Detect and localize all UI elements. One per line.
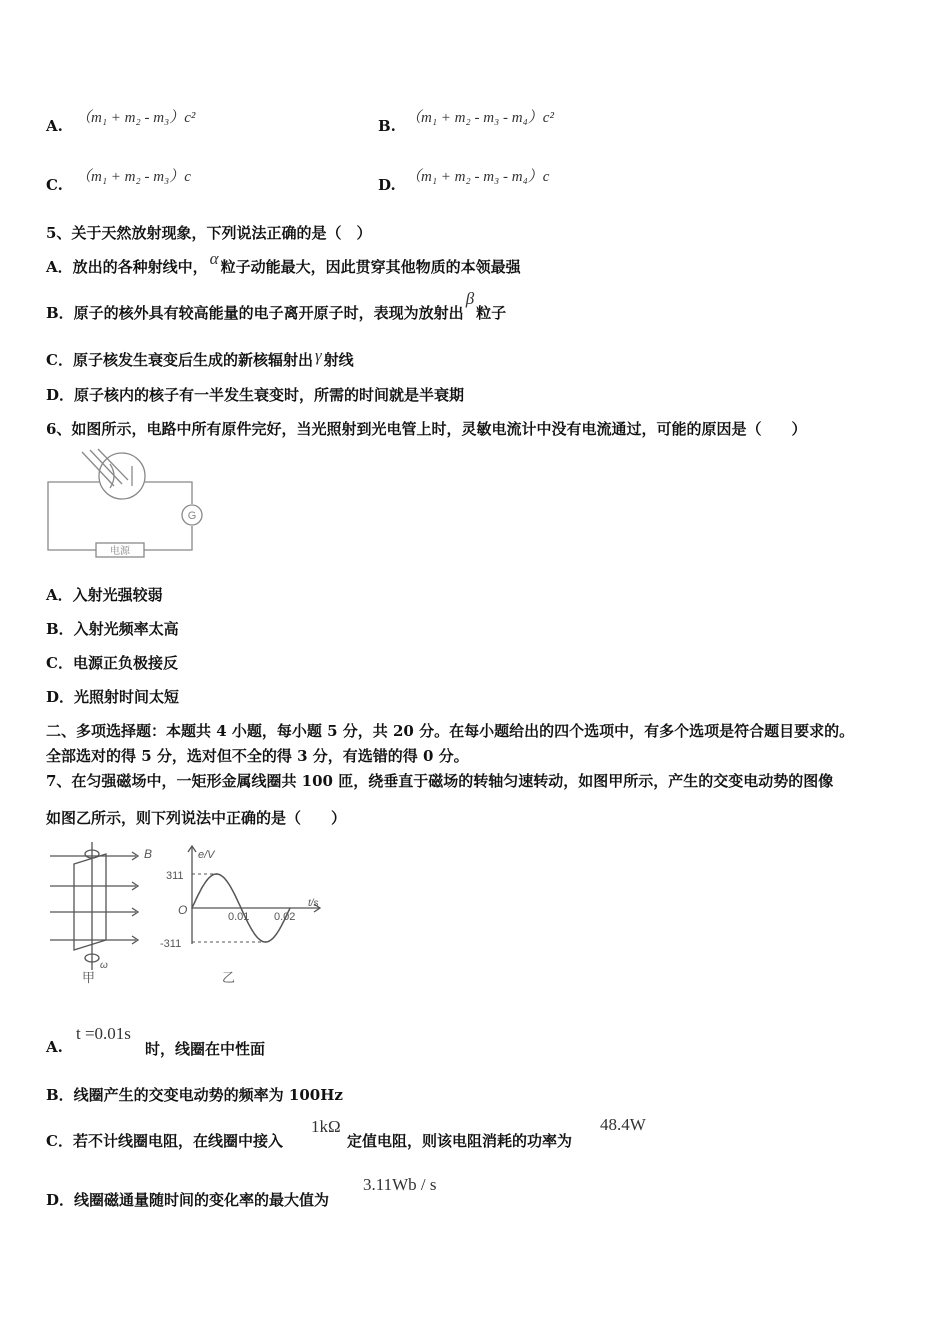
q4-option-a-formula: （m₁ + m₂ - m₃）c²: [76, 110, 196, 126]
q5-option-a: [46, 249, 521, 277]
q7-option-c-text: C．若不计线圈电阻，在线圈中接入: [46, 1132, 283, 1150]
q7-stem-line2: 如图乙所示，则下列说法中正确的是（ ）: [46, 809, 347, 827]
alpha-symbol: α: [209, 249, 219, 268]
q5-option-a-pre: A．放出的各种射线中，: [46, 258, 208, 276]
q7-stem-line1: 7、在匀强磁场中，一矩形金属线圈共 100 匝，绕垂直于磁场的转轴匀速转动，如图甲所示，产生的交变电动势的图像: [46, 772, 834, 790]
q4-option-b-label: B.: [378, 117, 396, 135]
q6-option-d: D．光照射时间太短: [46, 688, 180, 706]
q7-option-c-text2: 定值电阻，则该电阻消耗的功率为: [347, 1132, 573, 1150]
gamma-symbol: γ: [314, 346, 322, 365]
q7-option-a-formula: t =0.01s: [76, 1024, 131, 1043]
y-tick-max: 311: [166, 870, 184, 882]
q5-stem: 5、关于天然放射现象，下列说法正确的是（ ）: [46, 224, 372, 242]
q6-option-a: A．入射光强较弱: [46, 586, 163, 604]
x-tick-2: 0.02: [274, 911, 296, 923]
emf-data-point: [216, 873, 218, 875]
q5-option-c-pre: C．原子核发生衰变后生成的新核辐射出: [46, 351, 313, 369]
q7-coil-figure: [44, 840, 156, 988]
light-ray: [90, 450, 122, 484]
q6-circuit-figure: [44, 446, 206, 564]
phototube-cathode: [110, 464, 114, 488]
origin-label: O: [178, 903, 188, 917]
q6-stem: 6、如图所示，电路中所有原件完好，当光照射到光电管上时，灵敏电流计中没有电流通过，可能的原因是（ ）: [46, 420, 807, 438]
figure-jia-label: 甲: [82, 970, 96, 985]
q5-option-c: [46, 346, 354, 370]
q6-option-c: C．电源正负极接反: [46, 654, 178, 672]
emf-data-point: [265, 941, 267, 943]
q4-option-a-label: A.: [46, 117, 63, 135]
q4-option-d-formula: （m₁ + m₂ - m₃ - m₄）c: [406, 169, 550, 185]
omega-label: ω: [100, 960, 108, 971]
x-axis-label: t/s: [308, 898, 319, 909]
wire-left: [48, 482, 99, 550]
power-source-label: 电源: [110, 546, 130, 557]
figure-yi-label: 乙: [222, 970, 236, 985]
q7-option-c-power: 48.4W: [600, 1115, 646, 1134]
q4-option-c-label: C.: [46, 176, 63, 194]
q5-option-a-post: 粒子动能最大，因此贯穿其他物质的本领最强: [220, 258, 521, 276]
beta-symbol: β: [465, 289, 475, 308]
q7-option-a-text: 时，线圈在中性面: [145, 1040, 266, 1058]
q4-option-b-formula: （m₁ + m₂ - m₃ - m₄）c²: [406, 110, 554, 126]
coil-icon: [74, 854, 106, 950]
q7-option-b: B．线圈产生的交变电动势的频率为 100Hz: [46, 1086, 343, 1104]
section2-instructions-line2: 全部选对的得 5 分，选对但不全的得 3 分，有选错的得 0 分。: [46, 747, 469, 765]
q4-option-c-formula: （m₁ + m₂ - m₃）c: [76, 169, 191, 185]
wire-right-bottom: [144, 526, 192, 550]
q5-option-b-pre: B．原子的核外具有较高能量的电子离开原子时，表现为放射出: [46, 304, 464, 322]
x-tick-1: 0.01: [228, 911, 250, 923]
emf-data-point: [240, 907, 242, 909]
q5-option-b-post: 粒子: [476, 304, 507, 322]
phototube-icon: [99, 453, 145, 499]
field-b-label: B: [144, 847, 153, 861]
galvanometer-label: G: [187, 510, 197, 522]
q5-option-b: [46, 289, 507, 323]
q7-option-d-text: D．线圈磁通量随时间的变化率的最大值为: [46, 1191, 330, 1209]
q7-option-a-label: A.: [46, 1038, 63, 1056]
wire-right-top: [145, 482, 192, 504]
y-axis-label: e/V: [198, 849, 215, 861]
emf-data-point: [289, 907, 291, 909]
y-tick-min: -311: [160, 938, 182, 950]
q7-option-c-resistance: 1kΩ: [311, 1117, 341, 1136]
q4-option-d-label: D.: [378, 176, 396, 194]
q6-option-b: B．入射光频率太高: [46, 620, 179, 638]
q7-emf-chart: [160, 842, 332, 990]
q5-option-d: D．原子核内的核子有一半发生衰变时，所需的时间就是半衰期: [46, 386, 465, 404]
q7-option-d-rate: 3.11Wb / s: [363, 1175, 437, 1194]
emf-data-point: [191, 907, 193, 909]
q5-option-c-post: 射线: [323, 351, 354, 369]
section2-instructions-line1: 二、多项选择题：本题共 4 小题，每小题 5 分，共 20 分。在每小题给出的四个选项中，有多个选项是符合题目要求的。: [46, 722, 855, 740]
